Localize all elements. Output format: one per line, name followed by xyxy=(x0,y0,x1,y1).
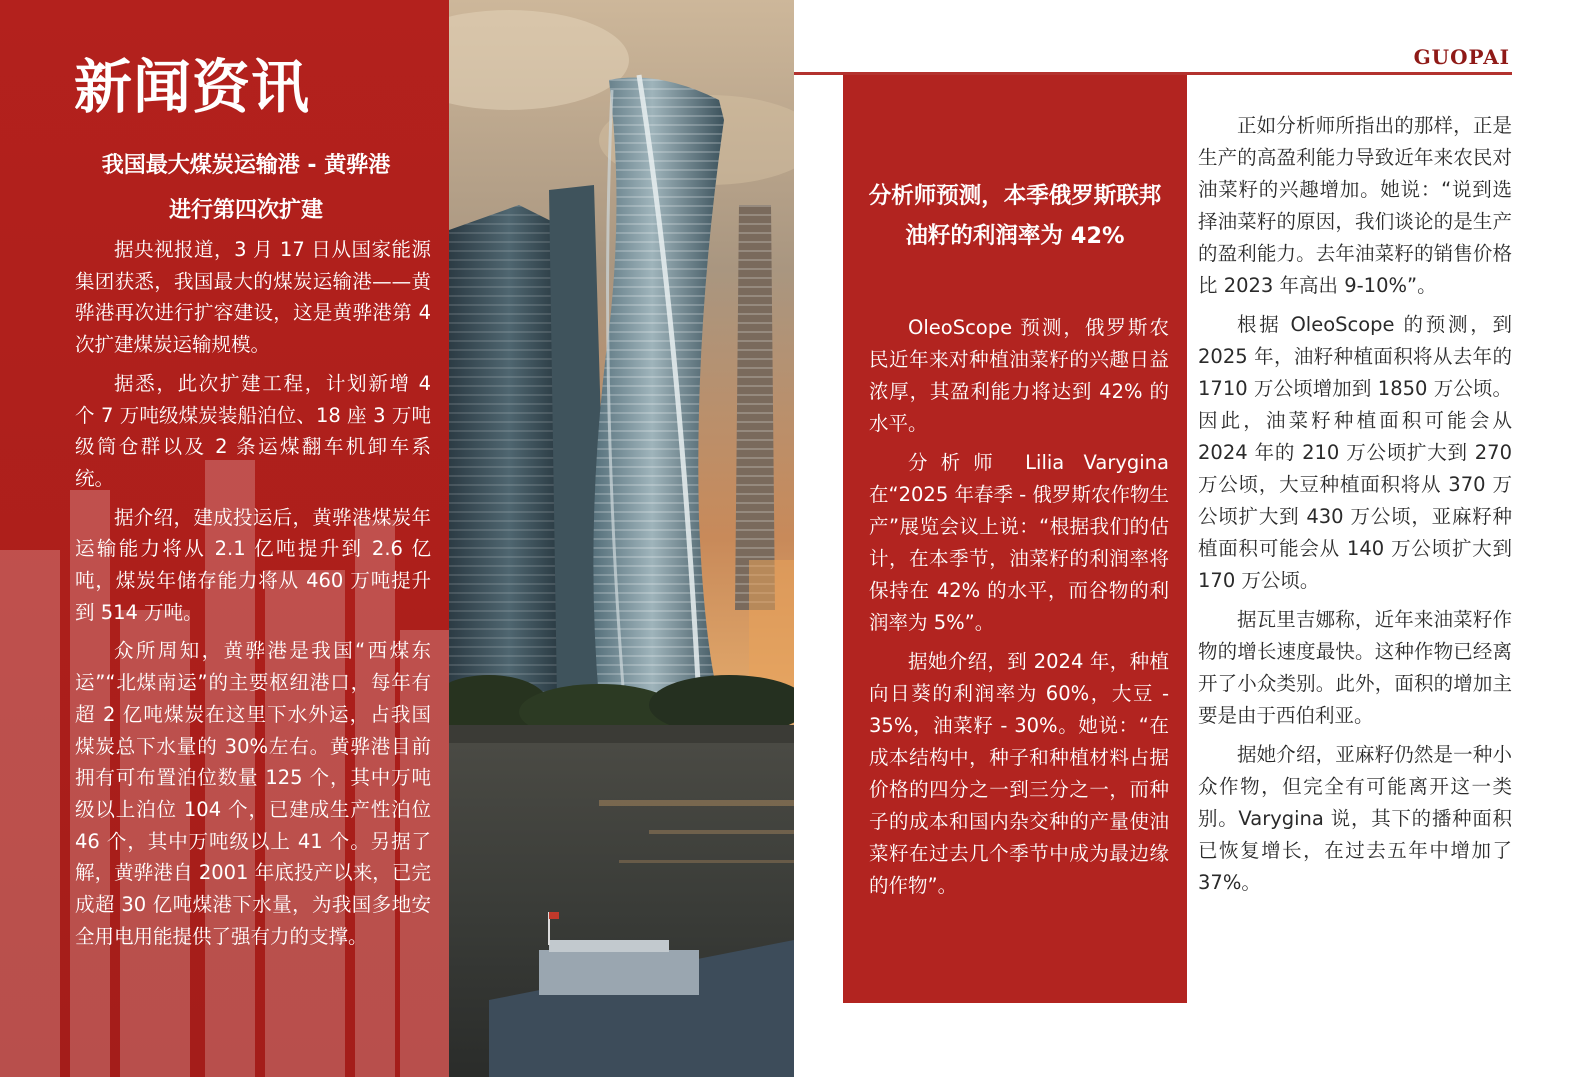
section-title: 新闻资讯 xyxy=(74,53,311,121)
right-headline-line-2: 油籽的利润率为 42% xyxy=(905,223,1125,249)
mid-paragraph-3: 据她介绍，到 2024 年，种植向日葵的利润率为 60%，大豆 - 35%，油菜籽 - 30%。她说：“在成本结构中，种子和种植材料占据价格的四分之一到三分之一，而种子的成本和国内杂交种的产量使油菜籽在过去几个季节中成为最边缘的作物”。 xyxy=(869,650,1169,897)
mid-paragraph-2: 分析师 Lilia Varygina 在“2025 年春季 - 俄罗斯农作物生产”展览会议上说：“根据我们的估计，在本季节，油菜籽的利润率将保持在 42% 的水平，而谷物的利润率为 5%”。 xyxy=(869,451,1169,634)
analyst-forecast-column xyxy=(843,75,1187,1003)
right-paragraph-3: 据瓦里吉娜称，近年来油菜籽作物的增长速度最快。这种作物已经离开了小众类别。此外，面积的增加主要是由于西伯利亚。 xyxy=(1198,608,1512,727)
left-article-body xyxy=(75,234,431,959)
right-headline-line-1: 分析师预测，本季俄罗斯联邦 xyxy=(868,183,1162,209)
left-article-headline xyxy=(60,143,432,233)
left-paragraph-3: 据介绍，建成投运后，黄骅港煤炭年运输能力将从 2.1 亿吨提升到 2.6 亿吨，煤炭年储存能力将从 460 万吨提升到 514 万吨。 xyxy=(75,505,431,624)
left-paragraph-1: 据央视报道，3 月 17 日从国家能源集团获悉，我国最大的煤炭运输港——黄骅港再次进行扩容建设，这是黄骅港第 4 次扩建煤炭运输规模。 xyxy=(75,238,431,357)
mid-paragraph-1: OleoScope 预测，俄罗斯农民近年来对种植油菜籽的兴趣日益浓厚，其盈利能力将达到 42% 的水平。 xyxy=(869,316,1169,435)
left-paragraph-2: 据悉，此次扩建工程，计划新增 4 个 7 万吨级煤炭装船泊位、18 座 3 万吨级筒仓群以及 2 条运煤翻车机卸车系统。 xyxy=(75,371,431,490)
article-continuation-column xyxy=(1198,110,1512,906)
left-news-column xyxy=(0,0,449,1077)
left-headline-line-1: 我国最大煤炭运输港 - 黄骅港 xyxy=(101,153,391,178)
left-paragraph-4: 众所周知，黄骅港是我国“西煤东运”“北煤南运”的主要枢纽港口，每年有超 2 亿吨煤炭在这里下水外运，占我国煤炭总下水量的 30%左右。黄骅港目前拥有可布置泊位数量 125 个，其中万吨级以上泊位 104 个，已建成生产性泊位 46 个，其中万吨级以上 41 个。另据了解，黄骅港自 2001 年底投产以来，已完成超 30 亿吨煤港下水量，为我国多地安全用电用能提供了强有力的支撑。 xyxy=(75,639,431,948)
right-paragraph-4: 据她介绍，亚麻籽仍然是一种小众作物，但完全有可能离开这一类别。Varygina 说，其下的播种面积已恢复增长，在过去五年中增加了 37%。 xyxy=(1198,743,1512,894)
city-photo xyxy=(449,0,794,1077)
analyst-forecast-body xyxy=(869,312,1169,909)
skyscraper-illustration xyxy=(449,0,794,1077)
brand-logo-text: GUOPAI xyxy=(1413,45,1510,69)
right-paragraph-1: 正如分析师所指出的那样，正是生产的高盈利能力导致近年来农民对油菜籽的兴趣增加。她说：“说到选择油菜籽的原因，我们谈论的是生产的盈利能力。去年油菜籽的销售价格比 2023 年高出 9-10%”。 xyxy=(1198,114,1512,297)
left-headline-line-2: 进行第四次扩建 xyxy=(168,198,323,223)
right-paragraph-2: 根据 OleoScope 的预测，到 2025 年，油籽种植面积将从去年的 1710 万公顷增加到 1850 万公顷。因此，油菜籽种植面积可能会从 2024 年的 210 万公顷扩大到 270 万公顷，大豆种植面积将从 370 万公顷扩大到 430 万公顷，亚麻籽种植面积可能会从 140 万公顷扩大到 170 万公顷。 xyxy=(1198,313,1512,592)
right-article-headline xyxy=(857,176,1173,256)
